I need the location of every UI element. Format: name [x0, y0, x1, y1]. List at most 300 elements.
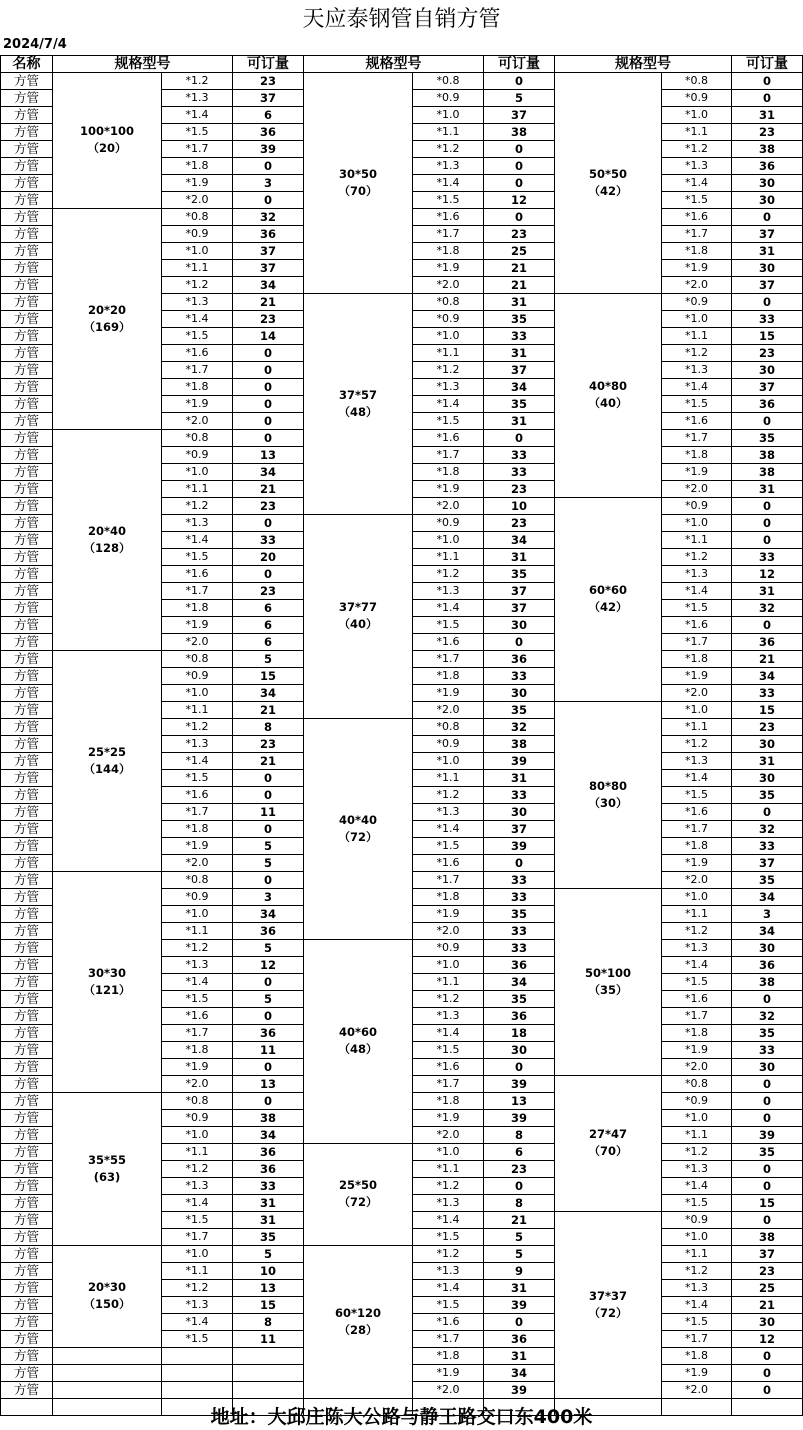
size-cell: *0.8 [412, 293, 484, 311]
quantity-cell: 5 [232, 837, 304, 855]
size-cell: *1.6 [161, 786, 233, 804]
size-cell: *1.1 [661, 327, 732, 345]
quantity-cell: 37 [731, 225, 803, 243]
quantity-cell: 30 [731, 1313, 803, 1331]
quantity-cell: 38 [731, 140, 803, 158]
header-1: 规格型号 [52, 55, 233, 73]
quantity-cell: 0 [731, 412, 803, 430]
size-cell: *1.7 [412, 1075, 484, 1093]
size-cell: *1.8 [412, 1092, 484, 1110]
size-cell: *1.4 [661, 582, 732, 600]
size-cell: *1.4 [412, 820, 484, 838]
size-cell: *1.9 [412, 905, 484, 923]
quantity-cell: 35 [483, 701, 555, 719]
product-name-cell: 方管 [0, 1245, 53, 1263]
product-name-cell: 方管 [0, 327, 53, 345]
empty-cell [232, 1381, 304, 1399]
product-name-cell: 方管 [0, 1075, 53, 1093]
quantity-cell: 33 [731, 310, 803, 328]
size-cell: *1.5 [412, 1041, 484, 1059]
size-cell: *1.5 [412, 412, 484, 430]
size-cell: *1.1 [161, 922, 233, 940]
quantity-cell: 35 [483, 990, 555, 1008]
spec-group-cell: 37*77 （40） [303, 514, 413, 719]
size-cell: *1.5 [412, 837, 484, 855]
empty-cell [161, 1347, 233, 1365]
header-5: 规格型号 [554, 55, 732, 73]
size-cell: *1.5 [161, 548, 233, 566]
quantity-cell: 34 [731, 922, 803, 940]
quantity-cell: 0 [232, 565, 304, 583]
size-cell: *2.0 [161, 412, 233, 430]
size-cell: *2.0 [661, 871, 732, 889]
quantity-cell: 34 [232, 276, 304, 294]
spec-group-cell: 35*55 (63) [52, 1092, 162, 1246]
quantity-cell: 0 [731, 1092, 803, 1110]
size-cell: *0.9 [412, 514, 484, 532]
size-cell: *1.6 [161, 344, 233, 362]
size-cell: *1.8 [412, 888, 484, 906]
quantity-cell: 21 [232, 701, 304, 719]
quantity-cell: 30 [731, 259, 803, 277]
quantity-cell: 0 [731, 208, 803, 226]
size-cell: *2.0 [412, 1381, 484, 1399]
quantity-cell: 32 [232, 208, 304, 226]
size-cell: *1.9 [161, 616, 233, 634]
quantity-cell: 13 [232, 1075, 304, 1093]
quantity-cell: 21 [483, 276, 555, 294]
quantity-cell: 15 [731, 701, 803, 719]
product-name-cell: 方管 [0, 565, 53, 583]
size-cell: *1.2 [661, 140, 732, 158]
size-cell: *1.1 [661, 1245, 732, 1263]
size-cell: *1.3 [161, 1177, 233, 1195]
spec-group-cell: 40*40 （72） [303, 718, 413, 940]
size-cell: *1.1 [161, 259, 233, 277]
product-name-cell: 方管 [0, 616, 53, 634]
quantity-cell: 0 [483, 1058, 555, 1076]
date-label: 2024/7/4 [3, 37, 67, 52]
size-cell: *1.7 [412, 1330, 484, 1348]
spec-group-cell: 60*60 （42） [554, 497, 662, 702]
size-cell: *1.5 [661, 786, 732, 804]
product-name-cell: 方管 [0, 106, 53, 124]
quantity-cell: 10 [483, 497, 555, 515]
product-name-cell: 方管 [0, 446, 53, 464]
quantity-cell: 0 [731, 990, 803, 1008]
quantity-cell: 35 [731, 786, 803, 804]
quantity-cell: 35 [483, 395, 555, 413]
size-cell: *0.9 [161, 888, 233, 906]
empty-cell [232, 1364, 304, 1382]
size-cell: *1.8 [661, 242, 732, 260]
size-cell: *1.1 [661, 123, 732, 141]
quantity-cell: 33 [483, 939, 555, 957]
quantity-cell: 21 [232, 480, 304, 498]
size-cell: *1.8 [661, 837, 732, 855]
size-cell: *1.4 [161, 973, 233, 991]
quantity-cell: 21 [731, 1296, 803, 1314]
size-cell: *1.2 [412, 1177, 484, 1195]
quantity-cell: 37 [731, 1245, 803, 1263]
quantity-cell: 11 [232, 803, 304, 821]
size-cell: *0.8 [161, 1092, 233, 1110]
size-cell: *2.0 [661, 1381, 732, 1399]
size-cell: *1.7 [161, 582, 233, 600]
product-name-cell: 方管 [0, 174, 53, 192]
quantity-cell: 0 [483, 429, 555, 447]
quantity-cell: 0 [232, 344, 304, 362]
product-name-cell: 方管 [0, 242, 53, 260]
product-name-cell: 方管 [0, 378, 53, 396]
size-cell: *1.2 [161, 1279, 233, 1297]
quantity-cell: 23 [232, 735, 304, 753]
size-cell: *1.9 [661, 1364, 732, 1382]
size-cell: *2.0 [412, 1126, 484, 1144]
size-cell: *1.7 [161, 1228, 233, 1246]
size-cell: *1.2 [161, 939, 233, 957]
product-name-cell: 方管 [0, 1364, 53, 1382]
quantity-cell: 35 [483, 565, 555, 583]
quantity-cell: 0 [232, 395, 304, 413]
spec-group-cell: 100*100 （20） [52, 72, 162, 209]
quantity-cell: 36 [232, 123, 304, 141]
quantity-cell: 36 [731, 956, 803, 974]
size-cell: *2.0 [661, 684, 732, 702]
size-cell: *1.6 [161, 565, 233, 583]
quantity-cell: 21 [232, 293, 304, 311]
product-name-cell: 方管 [0, 191, 53, 209]
product-name-cell: 方管 [0, 1262, 53, 1280]
product-name-cell: 方管 [0, 395, 53, 413]
size-cell: *1.8 [161, 1041, 233, 1059]
quantity-cell: 33 [483, 446, 555, 464]
size-cell: *1.0 [661, 514, 732, 532]
quantity-cell: 11 [232, 1041, 304, 1059]
spec-group-cell: 80*80 （30） [554, 701, 662, 889]
quantity-cell: 0 [483, 140, 555, 158]
size-cell: *1.5 [412, 1296, 484, 1314]
size-cell: *1.5 [161, 1330, 233, 1348]
quantity-cell: 36 [232, 1024, 304, 1042]
size-cell: *1.9 [661, 259, 732, 277]
quantity-cell: 31 [483, 293, 555, 311]
product-name-cell: 方管 [0, 1126, 53, 1144]
quantity-cell: 34 [483, 378, 555, 396]
size-cell: *1.9 [412, 684, 484, 702]
product-name-cell: 方管 [0, 412, 53, 430]
product-name-cell: 方管 [0, 1160, 53, 1178]
size-cell: *1.6 [661, 990, 732, 1008]
quantity-cell: 38 [731, 1228, 803, 1246]
quantity-cell: 0 [232, 514, 304, 532]
spec-group-cell: 30*30 （121） [52, 871, 162, 1093]
size-cell: *1.3 [161, 89, 233, 107]
quantity-cell: 35 [731, 871, 803, 889]
product-name-cell: 方管 [0, 888, 53, 906]
size-cell: *1.4 [161, 310, 233, 328]
product-name-cell: 方管 [0, 1330, 53, 1348]
quantity-cell: 23 [483, 480, 555, 498]
quantity-cell: 36 [232, 922, 304, 940]
size-cell: *1.2 [661, 922, 732, 940]
quantity-cell: 0 [731, 531, 803, 549]
quantity-cell: 37 [483, 599, 555, 617]
size-cell: *1.7 [161, 140, 233, 158]
quantity-cell: 12 [731, 1330, 803, 1348]
size-cell: *1.9 [161, 837, 233, 855]
quantity-cell: 3 [731, 905, 803, 923]
quantity-cell: 38 [731, 463, 803, 481]
quantity-cell: 15 [731, 327, 803, 345]
quantity-cell: 0 [232, 786, 304, 804]
size-cell: *1.3 [161, 514, 233, 532]
quantity-cell: 33 [483, 667, 555, 685]
quantity-cell: 30 [731, 769, 803, 787]
product-name-cell: 方管 [0, 1228, 53, 1246]
quantity-cell: 37 [232, 242, 304, 260]
spec-group-cell: 30*50 （70） [303, 72, 413, 294]
quantity-cell: 6 [232, 633, 304, 651]
quantity-cell: 0 [731, 514, 803, 532]
size-cell: *1.7 [161, 361, 233, 379]
size-cell: *1.6 [661, 412, 732, 430]
quantity-cell: 32 [731, 1007, 803, 1025]
size-cell: *1.3 [412, 582, 484, 600]
quantity-cell: 23 [232, 582, 304, 600]
size-cell: *1.4 [661, 769, 732, 787]
product-name-cell: 方管 [0, 718, 53, 736]
quantity-cell: 31 [232, 1211, 304, 1229]
quantity-cell: 0 [232, 429, 304, 447]
spec-group-cell: 20*20 （169） [52, 208, 162, 430]
quantity-cell: 34 [731, 888, 803, 906]
quantity-cell: 6 [483, 1143, 555, 1161]
quantity-cell: 31 [483, 412, 555, 430]
quantity-cell: 0 [731, 1347, 803, 1365]
size-cell: *1.1 [412, 769, 484, 787]
quantity-cell: 39 [483, 1296, 555, 1314]
size-cell: *0.9 [161, 225, 233, 243]
size-cell: *1.5 [412, 1228, 484, 1246]
quantity-cell: 0 [232, 412, 304, 430]
product-name-cell: 方管 [0, 497, 53, 515]
quantity-cell: 33 [483, 786, 555, 804]
size-cell: *1.8 [412, 242, 484, 260]
spec-group-cell: 60*120 （28） [303, 1245, 413, 1399]
size-cell: *1.4 [161, 1194, 233, 1212]
spec-group-cell: 50*50 （42） [554, 72, 662, 294]
product-name-cell: 方管 [0, 1313, 53, 1331]
size-cell: *1.2 [412, 361, 484, 379]
product-name-cell: 方管 [0, 633, 53, 651]
size-cell: *1.7 [412, 446, 484, 464]
quantity-cell: 5 [232, 990, 304, 1008]
quantity-cell: 0 [483, 157, 555, 175]
size-cell: *1.9 [661, 1041, 732, 1059]
quantity-cell: 33 [731, 1041, 803, 1059]
product-name-cell: 方管 [0, 803, 53, 821]
size-cell: *1.8 [412, 667, 484, 685]
quantity-cell: 33 [483, 463, 555, 481]
quantity-cell: 23 [731, 718, 803, 736]
quantity-cell: 0 [483, 208, 555, 226]
quantity-cell: 8 [232, 1313, 304, 1331]
quantity-cell: 34 [232, 1126, 304, 1144]
product-name-cell: 方管 [0, 922, 53, 940]
product-name-cell: 方管 [0, 939, 53, 957]
size-cell: *1.9 [412, 480, 484, 498]
size-cell: *1.4 [161, 106, 233, 124]
quantity-cell: 34 [483, 1364, 555, 1382]
size-cell: *2.0 [661, 1058, 732, 1076]
size-cell: *1.0 [161, 1245, 233, 1263]
size-cell: *1.5 [661, 191, 732, 209]
size-cell: *2.0 [412, 701, 484, 719]
product-name-cell: 方管 [0, 310, 53, 328]
quantity-cell: 18 [483, 1024, 555, 1042]
quantity-cell: 0 [731, 1211, 803, 1229]
quantity-cell: 21 [731, 650, 803, 668]
quantity-cell: 11 [232, 1330, 304, 1348]
quantity-cell: 34 [232, 463, 304, 481]
size-cell: *1.7 [661, 429, 732, 447]
quantity-cell: 5 [232, 939, 304, 957]
size-cell: *1.1 [412, 344, 484, 362]
size-cell: *1.0 [412, 327, 484, 345]
spec-group-cell: 40*80 （40） [554, 293, 662, 498]
quantity-cell: 23 [731, 344, 803, 362]
header-3: 规格型号 [303, 55, 484, 73]
quantity-cell: 25 [731, 1279, 803, 1297]
size-cell: *1.1 [661, 905, 732, 923]
product-name-cell: 方管 [0, 1041, 53, 1059]
size-cell: *1.1 [661, 1126, 732, 1144]
size-cell: *1.5 [161, 990, 233, 1008]
product-name-cell: 方管 [0, 1296, 53, 1314]
quantity-cell: 38 [483, 735, 555, 753]
quantity-cell: 0 [232, 378, 304, 396]
quantity-cell: 23 [232, 72, 304, 90]
size-cell: *1.6 [412, 854, 484, 872]
quantity-cell: 8 [232, 718, 304, 736]
size-cell: *0.9 [161, 446, 233, 464]
size-cell: *0.8 [161, 871, 233, 889]
quantity-cell: 37 [483, 820, 555, 838]
quantity-cell: 36 [483, 1330, 555, 1348]
quantity-cell: 37 [232, 89, 304, 107]
product-name-cell: 方管 [0, 225, 53, 243]
size-cell: *0.8 [661, 1075, 732, 1093]
size-cell: *0.8 [161, 208, 233, 226]
product-name-cell: 方管 [0, 905, 53, 923]
quantity-cell: 23 [731, 123, 803, 141]
quantity-cell: 36 [731, 157, 803, 175]
quantity-cell: 33 [232, 531, 304, 549]
quantity-cell: 23 [483, 1160, 555, 1178]
size-cell: *1.4 [412, 174, 484, 192]
quantity-cell: 0 [731, 1075, 803, 1093]
quantity-cell: 37 [483, 582, 555, 600]
quantity-cell: 35 [731, 1143, 803, 1161]
product-name-cell: 方管 [0, 157, 53, 175]
quantity-cell: 0 [232, 973, 304, 991]
quantity-cell: 33 [731, 548, 803, 566]
size-cell: *1.9 [661, 854, 732, 872]
size-cell: *1.4 [412, 1279, 484, 1297]
quantity-cell: 9 [483, 1262, 555, 1280]
product-name-cell: 方管 [0, 276, 53, 294]
quantity-cell: 12 [232, 956, 304, 974]
quantity-cell: 30 [483, 803, 555, 821]
empty-cell [52, 1347, 162, 1365]
size-cell: *1.7 [161, 803, 233, 821]
quantity-cell: 35 [483, 905, 555, 923]
spec-group-cell: 37*57 （48） [303, 293, 413, 515]
quantity-cell: 0 [483, 1313, 555, 1331]
size-cell: *0.9 [161, 1109, 233, 1127]
size-cell: *1.0 [661, 888, 732, 906]
size-cell: *1.5 [661, 599, 732, 617]
quantity-cell: 0 [483, 633, 555, 651]
product-name-cell: 方管 [0, 123, 53, 141]
quantity-cell: 6 [232, 106, 304, 124]
size-cell: *1.7 [412, 225, 484, 243]
size-cell: *0.9 [661, 1211, 732, 1229]
quantity-cell: 0 [232, 1058, 304, 1076]
size-cell: *1.7 [161, 1024, 233, 1042]
product-name-cell: 方管 [0, 871, 53, 889]
size-cell: *1.1 [161, 480, 233, 498]
size-cell: *1.6 [661, 803, 732, 821]
quantity-cell: 31 [483, 1279, 555, 1297]
product-name-cell: 方管 [0, 1381, 53, 1399]
size-cell: *1.6 [161, 1007, 233, 1025]
quantity-cell: 0 [232, 1007, 304, 1025]
product-name-cell: 方管 [0, 293, 53, 311]
size-cell: *0.9 [412, 310, 484, 328]
quantity-cell: 13 [232, 446, 304, 464]
quantity-cell: 36 [483, 956, 555, 974]
quantity-cell: 31 [232, 1194, 304, 1212]
quantity-cell: 33 [731, 837, 803, 855]
size-cell: *1.4 [412, 599, 484, 617]
empty-cell [161, 1364, 233, 1382]
size-cell: *2.0 [161, 191, 233, 209]
quantity-cell: 0 [731, 1160, 803, 1178]
quantity-cell: 32 [483, 718, 555, 736]
product-name-cell: 方管 [0, 531, 53, 549]
quantity-cell: 38 [232, 1109, 304, 1127]
size-cell: *0.9 [412, 939, 484, 957]
size-cell: *2.0 [661, 480, 732, 498]
quantity-cell: 37 [731, 854, 803, 872]
quantity-cell: 3 [232, 174, 304, 192]
size-cell: *1.0 [412, 531, 484, 549]
size-cell: *1.1 [661, 718, 732, 736]
product-name-cell: 方管 [0, 837, 53, 855]
size-cell: *1.3 [412, 157, 484, 175]
quantity-cell: 38 [731, 973, 803, 991]
quantity-cell: 30 [731, 1058, 803, 1076]
product-name-cell: 方管 [0, 72, 53, 90]
size-cell: *1.6 [412, 1058, 484, 1076]
size-cell: *1.2 [161, 718, 233, 736]
size-cell: *0.8 [161, 650, 233, 668]
size-cell: *1.6 [412, 1313, 484, 1331]
quantity-cell: 0 [731, 803, 803, 821]
size-cell: *1.4 [661, 174, 732, 192]
